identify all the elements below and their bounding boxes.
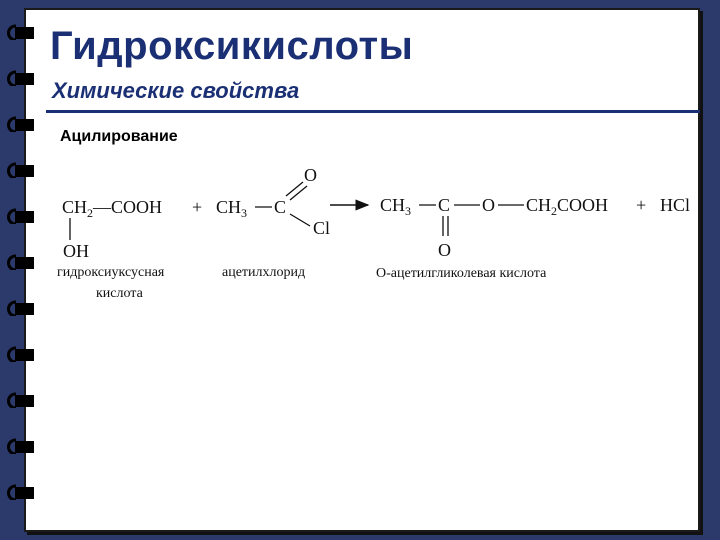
product-o-chain: O [482, 195, 495, 215]
product-o-bottom: O [438, 240, 451, 260]
product-ch2cooh: $CH_2COOH$ [526, 195, 609, 218]
product-label: О-ацетилгликолевая кислота [376, 266, 547, 281]
page-title: Гидроксикислоты [50, 24, 414, 68]
reactant1-ch2: $CH_2$ [62, 197, 94, 220]
product-hcl: HCl [660, 195, 691, 215]
page-subtitle: Химические свойства [52, 78, 300, 103]
reactant2-double-bond-b [290, 186, 307, 200]
product-ch3: $CH_3$ [380, 195, 412, 218]
reactant2-ch3: $CH_3$ [216, 197, 248, 220]
plus-sign-1: + [192, 197, 203, 217]
reactant2-cl: Cl [313, 218, 331, 238]
product-c: C [438, 195, 451, 215]
plus-sign-2: + [636, 195, 647, 215]
reactant2-o: O [304, 165, 317, 185]
reactant2-c: C [274, 197, 287, 217]
reactant1-label-line2: кислота [96, 286, 143, 301]
reactant2-label: ацетилхлорид [222, 265, 306, 280]
reactant1-oh: OH [63, 241, 89, 261]
reactant2-bond-cl [290, 214, 310, 226]
reactant2-double-bond-a [286, 182, 303, 196]
reactant1-label-line1: гидроксиуксусная [57, 265, 165, 280]
reactant1-cooh: —COOH [93, 197, 163, 217]
section-heading: Ацилирование [60, 128, 178, 145]
